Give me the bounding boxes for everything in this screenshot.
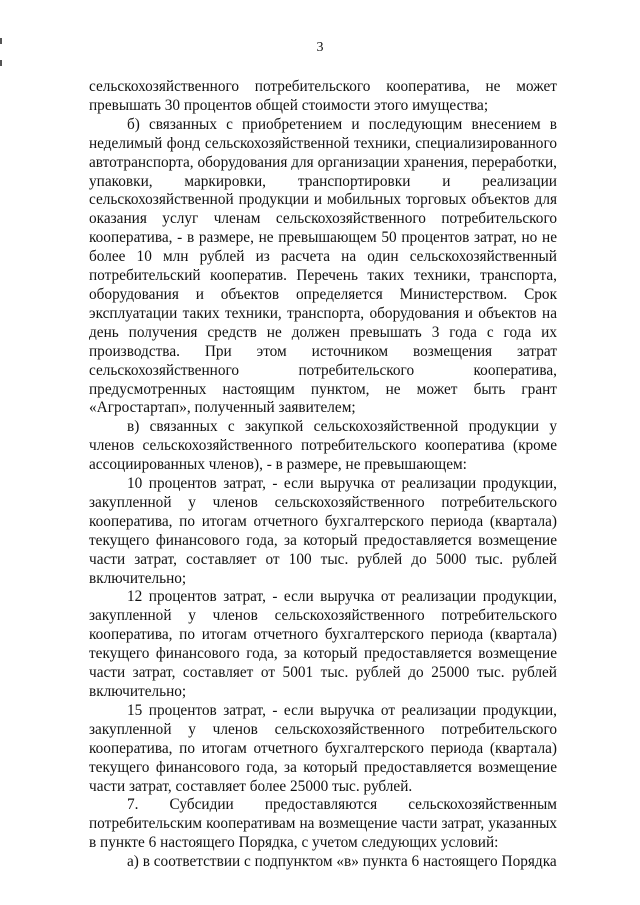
page-number: 3 <box>316 40 324 55</box>
paragraph-12-percent: 12 процентов затрат, - если выручка от реализации продукции, закупленной у членов сельскохозяйственного потребительского кооператива, по итогам отчетного бухгалтерского периода (квартала) текущего финансового года, за который предоставляется возмещение части затрат, составляет от 5001 тыс. рублей до 25000 тыс. рублей включительно; <box>89 588 557 700</box>
paragraph-15-percent: 15 процентов затрат, - если выручка от реализации продукции, закупленной у членов сельскохозяйственного потребительского кооператива, по итогам отчетного бухгалтерского периода (квартала) текущего финансового года, за который предоставляется возмещение части затрат, составляет более 25000 тыс. рублей. <box>89 701 557 795</box>
paragraph-subpoint-v: в) связанных с закупкой сельскохозяйственной продукции у членов сельскохозяйственного потребительского кооператива (кроме ассоциированных членов), - в размере, не превышающем: <box>89 418 557 474</box>
paragraph-subpoint-a: а) в соответствии с подпунктом «в» пункта 6 настоящего Порядка <box>127 853 557 871</box>
document-body <box>89 78 557 872</box>
paragraph-point-7: 7. Субсидии предоставляются сельскохозяйственным потребительским кооперативам на возмещение части затрат, указанных в пункте 6 настоящего Порядка, с учетом следующих условий: <box>89 796 557 852</box>
scan-mark <box>0 60 2 66</box>
paragraph-10-percent: 10 процентов затрат, - если выручка от реализации продукции, закупленной у членов сельскохозяйственного потребительского кооператива, по итогам отчетного бухгалтерского периода (квартала) текущего финансового года, за который предоставляется возмещение части затрат, составляет от 100 тыс. рублей до 5000 тыс. рублей включительно; <box>89 475 557 587</box>
paragraph-subpoint-b: б) связанных с приобретением и последующим внесением в неделимый фонд сельскохозяйственной техники, специализированного автотранспорта, оборудования для организации хранения, переработки, упаковки, маркировки, транспортировки и реализации сельскохозяйственной продукции и мобильных торговых объектов для оказания услуг членам сельскохозяйственного потребительского кооператива, - в размере, не превышающем 50 процентов затрат, но не более 10 млн рублей из расчета на один сельскохозяйственный потребительский кооператив. Перечень таких техники, транспорта, оборудования и объектов определяется Министерством. Срок эксплуатации таких техники, транспорта, оборудования и объектов на день получения средств не должен превышать 3 года с года их производства. При этом источником возмещения затрат сельскохозяйственного потребительского кооператива, предусмотренных настоящим пунктом, не может быть грант «Агростартап», полученный заявителем; <box>89 115 557 417</box>
paragraph: сельскохозяйственного потребительского кооператива, не может превышать 30 процентов общей стоимости этого имущества; <box>89 78 557 114</box>
